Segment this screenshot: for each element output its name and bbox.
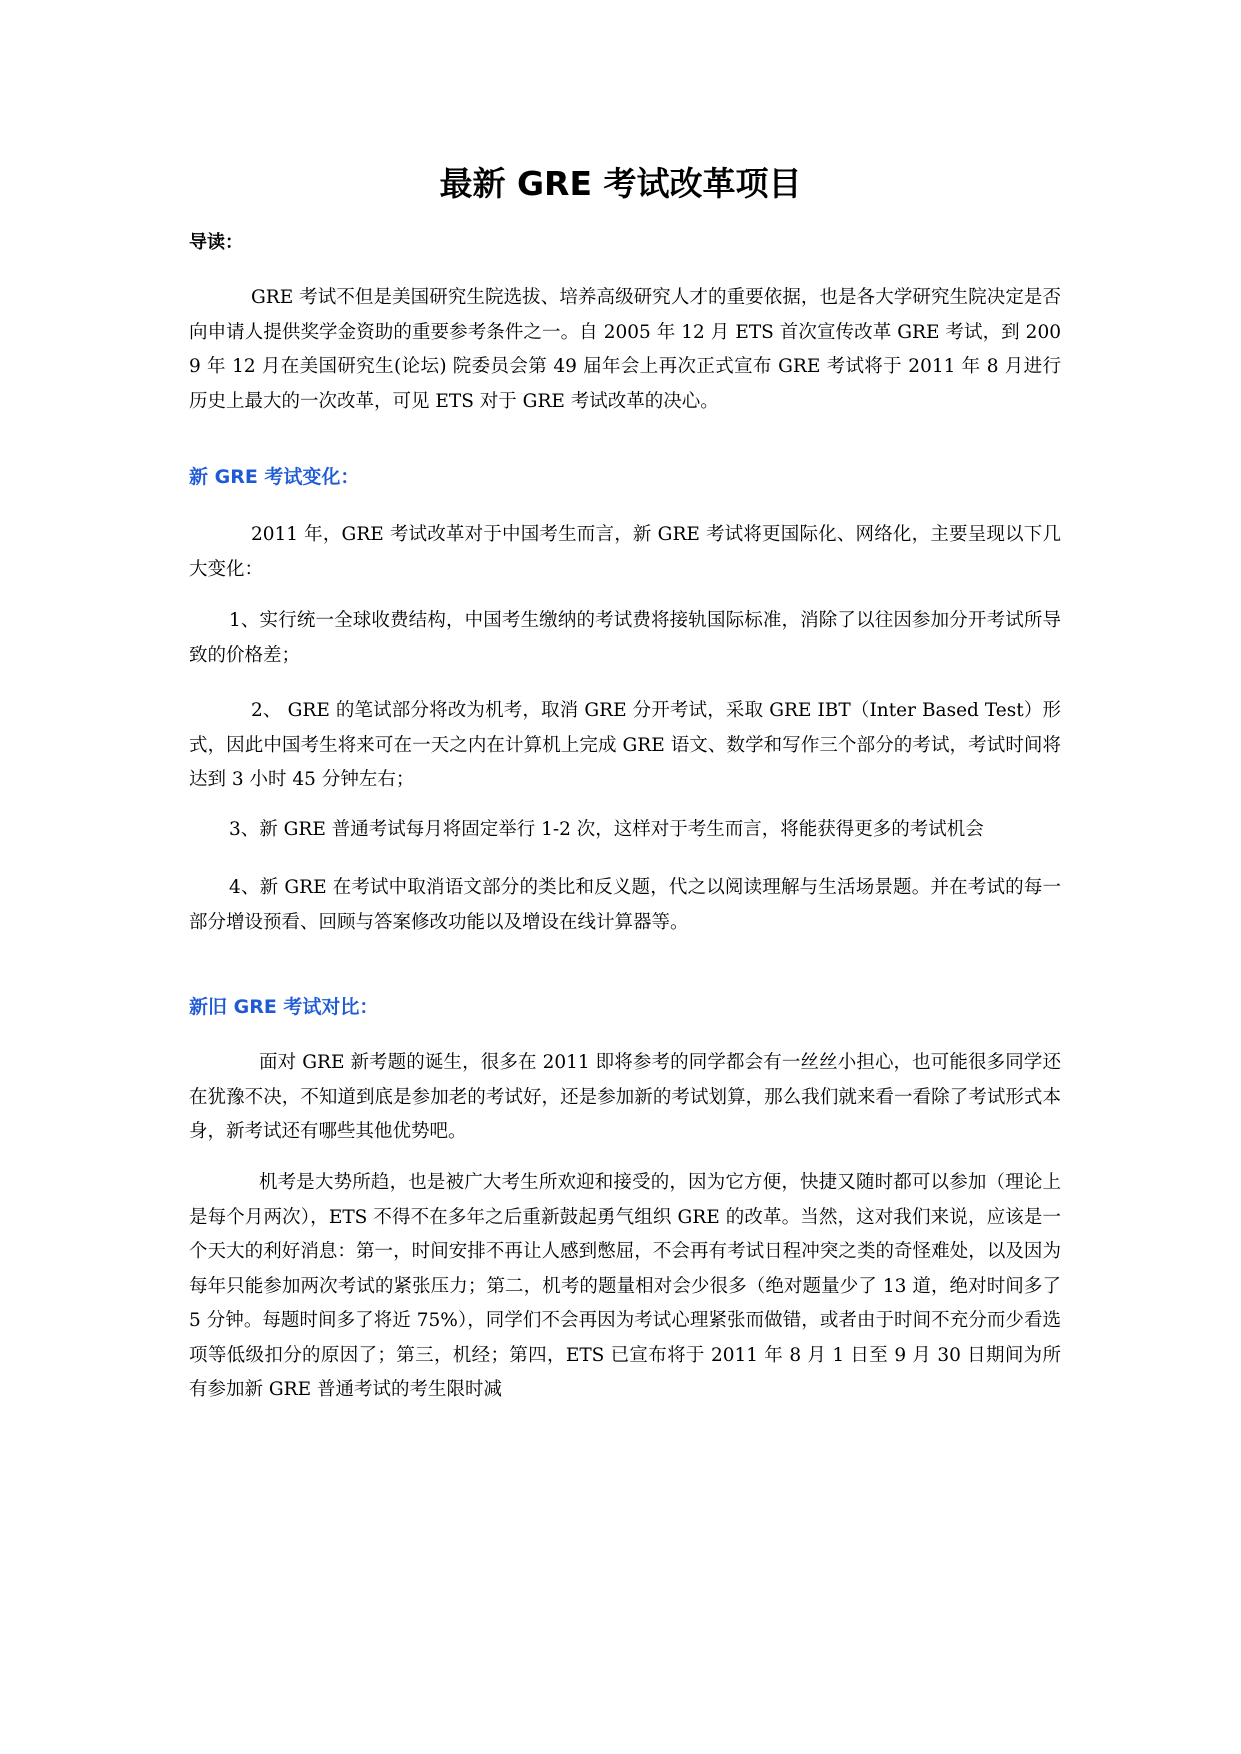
changes-lead-paragraph: 2011 年，GRE 考试改革对于中国考生而言，新 GRE 考试将更国际化、网络化，主要呈现以下几大变化： — [189, 524, 1061, 580]
intro-label: 导读： — [189, 232, 243, 253]
comparison-paragraph-2: 机考是大势所趋，也是被广大考生所欢迎和接受的，因为它方便，快捷又随时都可以参加（理论上是每个月两次），ETS 不得不在多年之后重新鼓起勇气组织 GRE 的改革。当然，这对我们来说，应该是一个天大的利好消息：第一，时间安排不再让人感到憋屈，不会再有考试日程冲突之类的奇怪难处，以及因为每年只能参加两次考试的紧张压力；第二，机考的题量相对会少很多（绝对题量少了 13 道，绝对时间多了 5 分钟。每题时间多了将近 75%），同学们不会再因为考试心理紧张而做错，或者由于时间不充分而少看选项等低级扣分的原因了；第三，机经；第四，ETS 已宣布将于 2011 年 8 月 1 日至 9 月 30 日期间为所有参加新 GRE 普通考试的考生限时减 — [189, 1172, 1061, 1400]
page-title: 最新 GRE 考试改革项目 — [439, 164, 802, 203]
change-item-1: 1、实行统一全球收费结构，中国考生缴纳的考试费将接轨国际标准，消除了以往因参加分开考试所导致的价格差； — [189, 610, 1061, 666]
section-heading-comparison: 新旧 GRE 考试对比： — [189, 996, 379, 1018]
intro-paragraph: GRE 考试不但是美国研究生院选拔、培养高级研究人才的重要依据，也是各大学研究生院决定是否向申请人提供奖学金资助的重要参考条件之一。自 2005 年 12 月 ETS 首次宣传改革 GRE 考试，到 2009 年 12 月在美国研究生(论坛) 院委员会第 49 届年会上再次正式宣布 GRE 考试将于 2011 年 8 月进行历史上最大的一次改革，可见 ETS 对于 GRE 考试改革的决心。 — [189, 287, 1061, 412]
change-item-3: 3、新 GRE 普通考试每月将固定举行 1-2 次，这样对于考生而言，将能获得更多的考试机会 — [229, 819, 984, 840]
comparison-paragraph-1: 面对 GRE 新考题的诞生，很多在 2011 即将参考的同学都会有一丝丝小担心，也可能很多同学还在犹豫不决，不知道到底是参加老的考试好，还是参加新的考试划算，那么我们就来看一看除了考试形式本身，新考试还有哪些其他优势吧。 — [189, 1052, 1061, 1142]
section-heading-changes: 新 GRE 考试变化： — [189, 466, 360, 488]
change-item-2: 2、 GRE 的笔试部分将改为机考，取消 GRE 分开考试，采取 GRE IBT（Inter Based Test）形式，因此中国考生将来可在一天之内在计算机上完成 GRE 语文、数学和写作三个部分的考试，考试时间将达到 3 小时 45 分钟左右； — [189, 700, 1061, 790]
change-item-4: 4、新 GRE 在考试中取消语文部分的类比和反义题，代之以阅读理解与生活场景题。并在考试的每一部分增设预看、回顾与答案修改功能以及增设在线计算器等。 — [189, 877, 1061, 933]
